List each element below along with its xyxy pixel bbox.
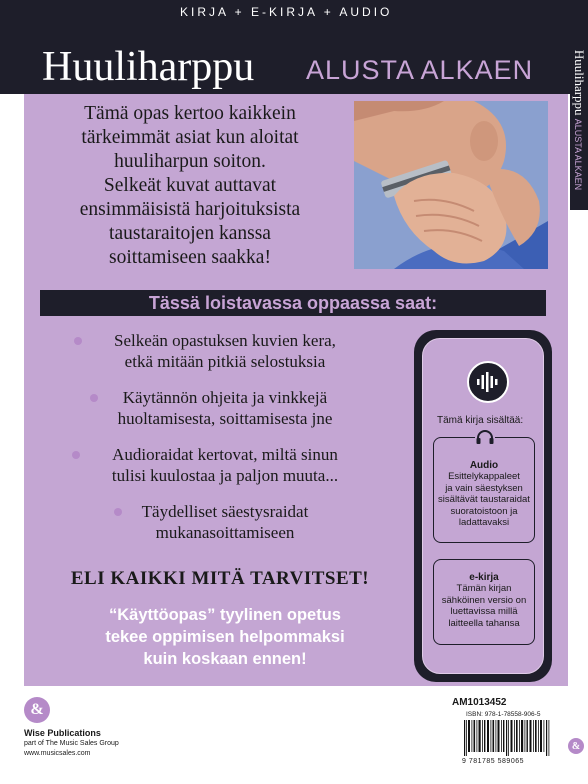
audio-line: ladattavaksi [458, 517, 510, 528]
intro-line: Selkeät kuvat auttavat [103, 175, 277, 196]
publisher-group: part of The Music Sales Group [24, 740, 119, 747]
barcode-number: 9 781785 589065 [462, 758, 524, 765]
audio-line: suoratoistoon ja [450, 505, 518, 517]
format-strip [0, 0, 588, 24]
audio-wave-icon [467, 361, 509, 403]
headphones-icon [475, 429, 495, 445]
spine-title: Huuliharppu [572, 49, 587, 116]
book-subtitle: ALUSTA ALKAEN [306, 55, 534, 85]
ebook-line: laitteella tahansa [448, 617, 520, 629]
intro-line: tärkeimmät asiat kun aloitat [81, 127, 299, 148]
headline: ELI KAIKKI MITÄ TARVITSET! [70, 568, 370, 589]
bullet-icon [72, 451, 80, 459]
intro-line: Tämä opas kertoo kaikkein [84, 103, 296, 124]
barcode-icon [462, 720, 552, 756]
spine-subtitle: ALUSTA ALKAEN [573, 118, 583, 191]
format-text: KIRJA + E-KIRJA + AUDIO [180, 5, 393, 19]
intro-text [40, 102, 340, 270]
bullet-icon [74, 337, 82, 345]
intro-line: huuliharpun soiton. [114, 151, 266, 172]
tagline-line: kuin koskaan ennen! [143, 650, 307, 668]
ebook-line: luettavissa millä [450, 606, 518, 617]
bullet-icon [114, 508, 122, 516]
publisher-mark-icon: & [568, 738, 584, 754]
list-item-line: Täydelliset säestysraidat [141, 502, 309, 521]
phone-screen [422, 338, 544, 674]
tagline-line: “Käyttöopas” tyylinen opetus [109, 606, 341, 624]
publisher-logo-icon: & [24, 697, 50, 723]
audio-line: sisältävät taustaraidat [438, 494, 530, 505]
list-item [60, 387, 390, 429]
audio-label: Audio [469, 460, 499, 471]
list-item [60, 501, 390, 543]
list-item-line: huoltamisesta, soittamisesta jne [117, 409, 333, 428]
book-title: Huuliharppu [42, 44, 255, 90]
header-band [0, 24, 588, 94]
list-item [60, 330, 390, 372]
list-item-line: etkä mitään pitkiä selostuksia [124, 352, 326, 371]
ebook-box [433, 559, 535, 645]
intro-line: ensimmäisistä harjoituksista [79, 199, 301, 220]
list-item-line: mukanasoittamiseen [155, 523, 295, 542]
list-item-line: Käytännön ohjeita ja vinkkejä [122, 388, 328, 407]
phone-heading: Tämä kirja sisältää: [437, 415, 524, 426]
ebook-line: sähköinen versio on [441, 594, 527, 606]
ebook-line: Tämän kirjan [456, 583, 512, 594]
harmonica-player-photo [354, 101, 548, 269]
bullet-icon [90, 394, 98, 402]
list-item-line: Selkeän opastuksen kuvien kera, [114, 331, 336, 350]
section-heading-text: Tässä loistavassa oppaassa saat: [148, 292, 438, 313]
audio-line: ja vain säestyksen [445, 482, 523, 494]
intro-line: taustaraitojen kanssa [109, 223, 271, 244]
photo-illustration [354, 101, 548, 269]
spine-label [570, 30, 588, 210]
section-heading [40, 290, 546, 316]
ebook-label: e-kirja [469, 572, 499, 583]
audio-box [433, 437, 535, 543]
intro-line: soittamiseen saakka! [109, 247, 271, 268]
audio-line: Esittelykappaleet [448, 471, 520, 482]
feature-list [60, 330, 390, 558]
tagline [40, 604, 410, 670]
publisher-name: Wise Publications [24, 728, 101, 738]
publisher-url: www.musicsales.com [24, 750, 91, 757]
tagline-line: tekee oppimisen helpommaksi [105, 628, 345, 646]
list-item-line: Audioraidat kertovat, miltä sinun [112, 445, 338, 464]
phone-panel [414, 330, 552, 682]
product-code: AM1013452 [452, 697, 507, 708]
isbn: ISBN: 978-1-78558-906-5 [466, 711, 541, 718]
list-item [60, 444, 390, 486]
list-item-line: tulisi kuulostaa ja paljon muuta... [111, 466, 339, 485]
